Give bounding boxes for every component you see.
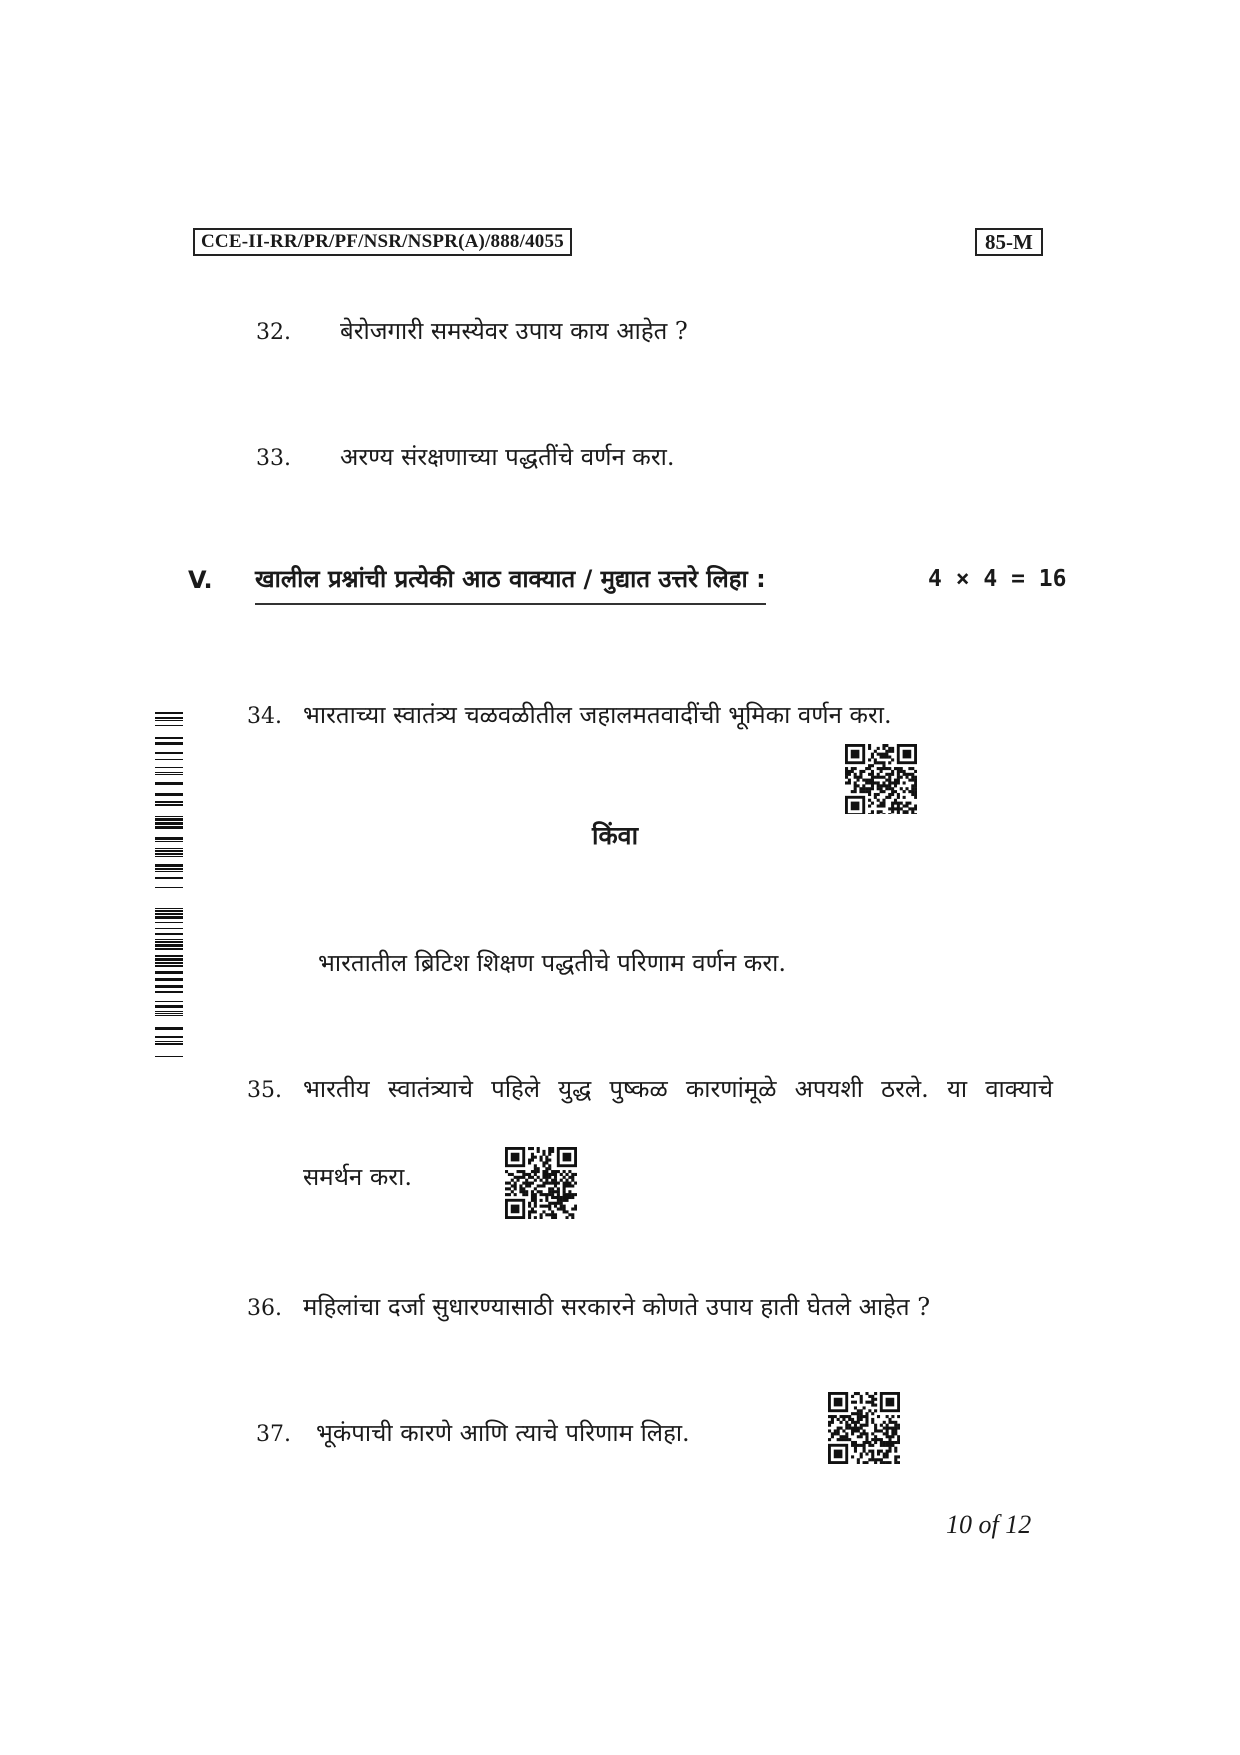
question-text-continued: समर्थन करा. — [303, 1163, 412, 1191]
or-separator: किंवा — [592, 821, 639, 850]
question-number: 36. — [247, 1296, 282, 1321]
section-marks: 4 × 4 = 16 — [928, 566, 1067, 592]
question-text: भारताच्या स्वातंत्र्य चळवळीतील जहालमतवादींची भूमिका वर्णन करा. — [303, 701, 892, 729]
exam-code: CCE-II-RR/PR/PF/NSR/NSPR(A)/888/4055 — [193, 228, 572, 256]
question-number: 37. — [256, 1422, 291, 1447]
question-number: 32. — [256, 320, 291, 345]
question-number: 34. — [247, 704, 282, 729]
section-instruction: खालील प्रश्नांची प्रत्येकी आठ वाक्यात / मुद्यात उत्तरे लिहा : — [255, 562, 766, 605]
section-number: V. — [188, 566, 213, 594]
question-text: भूकंपाची कारणे आणि त्याचे परिणाम लिहा. — [316, 1419, 690, 1447]
question-number: 33. — [256, 446, 291, 471]
page-number: 10 of 12 — [946, 1510, 1032, 1539]
question-text: भारतीय स्वातंत्र्याचे पहिले युद्ध पुष्कळ कारणांमूळे अपयशी ठरले. या वाक्याचे — [303, 1075, 1053, 1103]
qr-code — [845, 744, 917, 814]
barcode — [155, 712, 183, 1064]
question-number: 35. — [247, 1078, 282, 1103]
qr-code — [828, 1392, 900, 1464]
question-text: अरण्य संरक्षणाच्या पद्धतींचे वर्णन करा. — [340, 443, 675, 471]
question-text: महिलांचा दर्जा सुधारण्यासाठी सरकारने कोणते उपाय हाती घेतले आहेत ? — [303, 1293, 931, 1321]
question-text: बेरोजगारी समस्येवर उपाय काय आहेत ? — [340, 317, 688, 345]
paper-code: 85-M — [975, 228, 1043, 256]
qr-code — [505, 1147, 577, 1219]
question-alternative-text: भारतातील ब्रिटिश शिक्षण पद्धतीचे परिणाम वर्णन करा. — [318, 949, 787, 977]
